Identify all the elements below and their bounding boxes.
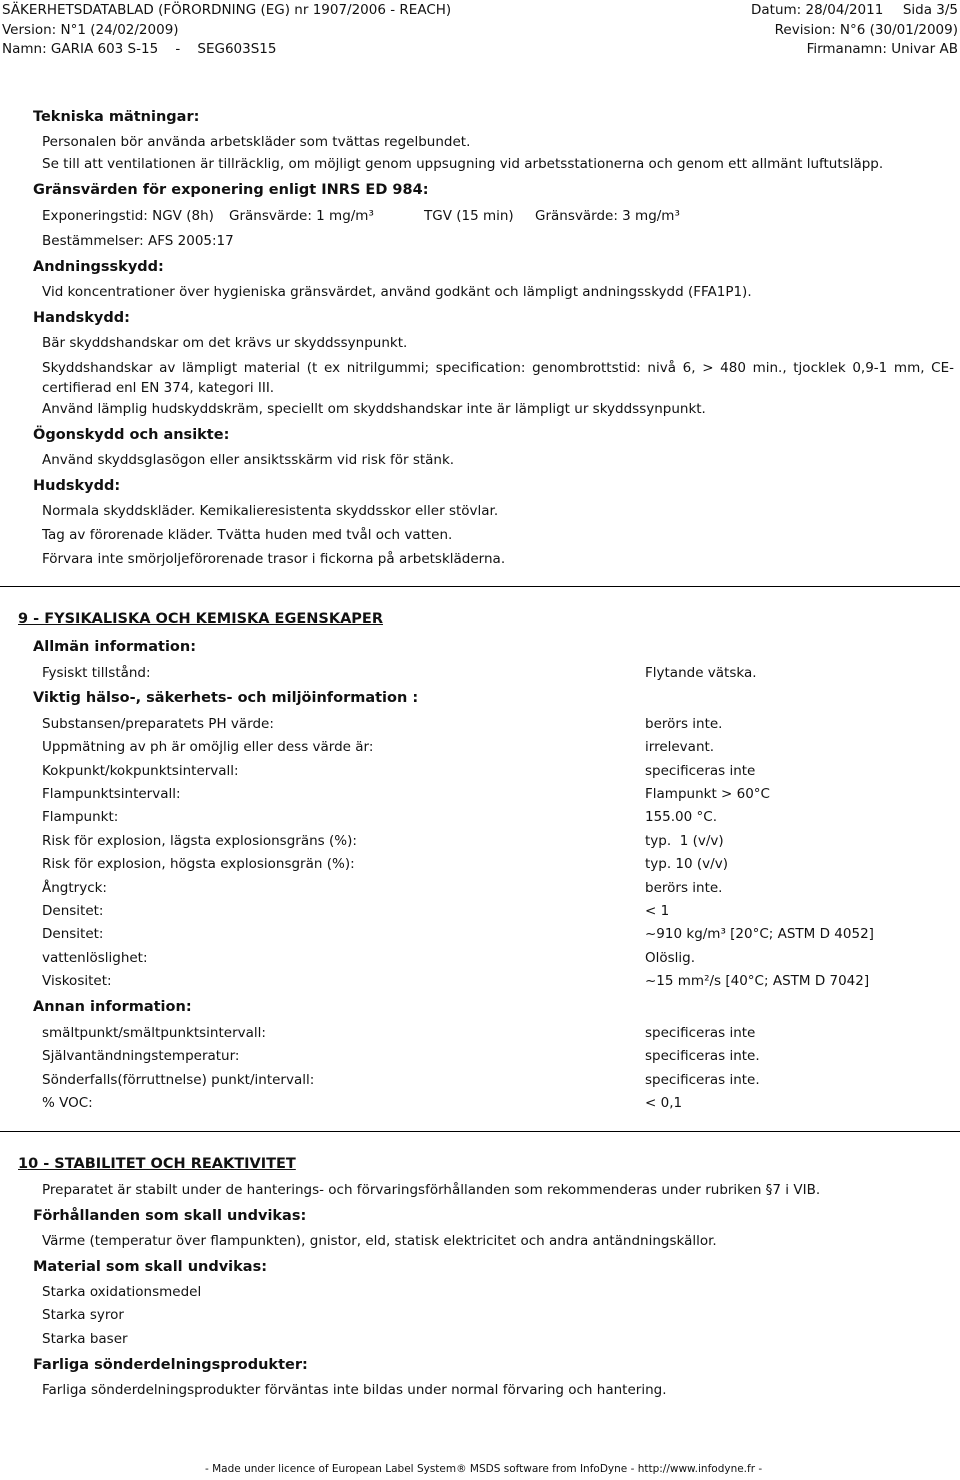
material-item: Starka syror (42, 1307, 124, 1323)
property-value: < 1 (645, 903, 670, 919)
property-value: Olöslig. (645, 950, 696, 966)
property-label: Risk för explosion, lägsta explosionsgräns (%): (42, 833, 357, 849)
section-divider (0, 586, 960, 587)
header-page: Sida 3/5 (902, 2, 958, 18)
property-value: typ. 1 (v/v) (645, 833, 724, 849)
property-label: Densitet: (42, 903, 104, 919)
hudskydd-line-3: Förvara inte smörjoljeförorenade trasor i fickorna på arbetskläderna. (42, 551, 506, 567)
property-label: vattenlöslighet: (42, 950, 148, 966)
material-item: Starka baser (42, 1331, 128, 1347)
header-company: Firmanamn: Univar AB (806, 41, 958, 57)
material-item: Starka oxidationsmedel (42, 1284, 202, 1300)
annan-value: specificeras inte. (645, 1048, 760, 1064)
tgv-label: TGV (15 min) (424, 208, 514, 224)
hudskydd-heading: Hudskydd: (33, 478, 121, 494)
fysiskt-label: Fysiskt tillstånd: (42, 665, 151, 681)
annan-value: specificeras inte. (645, 1072, 760, 1088)
property-label: Viskositet: (42, 973, 112, 989)
ngv-label: Exponeringstid: NGV (8h) (42, 208, 214, 224)
annan-label: Självantändningstemperatur: (42, 1048, 240, 1064)
farliga-heading: Farliga sönderdelningsprodukter: (33, 1357, 308, 1373)
header-datum: Datum: 28/04/2011 (751, 2, 884, 18)
annan-heading: Annan information: (33, 999, 192, 1015)
header-product-name: Namn: GARIA 603 S-15 - SEG603S15 (2, 41, 277, 57)
property-value: 155.00 °C. (645, 809, 717, 825)
ngv-value: Gränsvärde: 1 mg/m³ (229, 208, 374, 224)
section-10-title: 10 - STABILITET OCH REAKTIVITET (18, 1156, 296, 1172)
tgv-value: Gränsvärde: 3 mg/m³ (535, 208, 680, 224)
property-value: typ. 10 (v/v) (645, 856, 728, 872)
property-value: irrelevant. (645, 739, 715, 755)
hudskydd-line-2: Tag av förorenade kläder. Tvätta huden med tvål och vatten. (42, 527, 453, 543)
material-heading: Material som skall undvikas: (33, 1259, 268, 1275)
handskydd-line-1: Bär skyddshandskar om det krävs ur skyddssynpunkt. (42, 335, 408, 351)
tekniska-line-1: Personalen bör använda arbetskläder som tvättas regelbundet. (42, 134, 471, 150)
fysiskt-value: Flytande vätska. (645, 665, 757, 681)
property-label: Ångtryck: (42, 880, 107, 896)
handskydd-line-3: Använd lämplig hudskyddskräm, speciellt om skyddshandskar inte är lämpligt ur skyddssynpunkt. (42, 401, 706, 417)
allman-heading: Allmän information: (33, 639, 197, 655)
gransvarden-heading: Gränsvärden för exponering enligt INRS ED 984: (33, 182, 429, 198)
property-value: ~15 mm²/s [40°C; ASTM D 7042] (645, 973, 870, 989)
stabilitet-text: Preparatet är stabilt under de hanterings- och förvaringsförhållanden som rekommenderas under rubriken §7 i VIB. (42, 1182, 821, 1198)
andningsskydd-line-1: Vid koncentrationer över hygieniska gränsvärdet, använd godkänt och lämpligt andningsskydd (FFA1P1). (42, 284, 752, 300)
forhallanden-heading: Förhållanden som skall undvikas: (33, 1208, 307, 1224)
annan-label: smältpunkt/smältpunktsintervall: (42, 1025, 266, 1041)
section-9-title: 9 - FYSIKALISKA OCH KEMISKA EGENSKAPER (18, 611, 383, 627)
annan-label: Sönderfalls(förruttnelse) punkt/intervall: (42, 1072, 315, 1088)
property-label: Flampunkt: (42, 809, 119, 825)
ogonskydd-line-1: Använd skyddsglasögon eller ansiktsskärm vid risk för stänk. (42, 452, 455, 468)
property-label: Uppmätning av ph är omöjlig eller dess värde är: (42, 739, 374, 755)
tekniska-line-2: Se till att ventilationen är tillräcklig, om möjligt genom uppsugning vid arbetsstationerna och genom ett allmänt luftutsläpp. (42, 156, 884, 172)
property-value: specificeras inte (645, 763, 756, 779)
hudskydd-line-1: Normala skyddskläder. Kemikalieresistenta skyddsskor eller stövlar. (42, 503, 499, 519)
document-title: SÄKERHETSDATABLAD (FÖRORDNING (EG) nr 1907/2006 - REACH) (2, 2, 452, 18)
viktig-heading: Viktig hälso-, säkerhets- och miljöinformation : (33, 690, 419, 706)
property-label: Densitet: (42, 926, 104, 942)
tekniska-heading: Tekniska mätningar: (33, 109, 200, 125)
annan-value: < 0,1 (645, 1095, 683, 1111)
property-value: ~910 kg/m³ [20°C; ASTM D 4052] (645, 926, 874, 942)
forhallanden-text: Värme (temperatur över flampunkten), gnistor, eld, statisk elektricitet och andra antändningskällor. (42, 1233, 717, 1249)
property-label: Kokpunkt/kokpunktsintervall: (42, 763, 239, 779)
section-divider (0, 1131, 960, 1132)
property-label: Risk för explosion, högsta explosionsgrän (%): (42, 856, 355, 872)
handskydd-heading: Handskydd: (33, 310, 130, 326)
ogonskydd-heading: Ögonskydd och ansikte: (33, 427, 230, 443)
annan-label: % VOC: (42, 1095, 93, 1111)
property-value: Flampunkt > 60°C (645, 786, 770, 802)
andningsskydd-heading: Andningsskydd: (33, 259, 164, 275)
property-label: Substansen/preparatets PH värde: (42, 716, 274, 732)
header-version: Version: N°1 (24/02/2009) (2, 22, 179, 38)
property-value: berörs inte. (645, 880, 723, 896)
footer-text: - Made under licence of European Label System® MSDS software from InfoDyne - http://www.infodyne.fr - (205, 1463, 763, 1475)
property-value: berörs inte. (645, 716, 723, 732)
bestammelser: Bestämmelser: AFS 2005:17 (42, 233, 234, 249)
property-label: Flampunktsintervall: (42, 786, 181, 802)
annan-value: specificeras inte (645, 1025, 756, 1041)
handskydd-line-2: Skyddshandskar av lämpligt material (t ex nitrilgummi; specification: genombrottstid: nivå 6, > 480 min., tjocklek 0,9-1 mm, CE-certifierad enl EN 374, kategori III. (42, 360, 954, 396)
farliga-text: Farliga sönderdelningsprodukter förväntas inte bildas under normal förvaring och hantering. (42, 1382, 667, 1398)
header-revision: Revision: N°6 (30/01/2009) (774, 22, 958, 38)
